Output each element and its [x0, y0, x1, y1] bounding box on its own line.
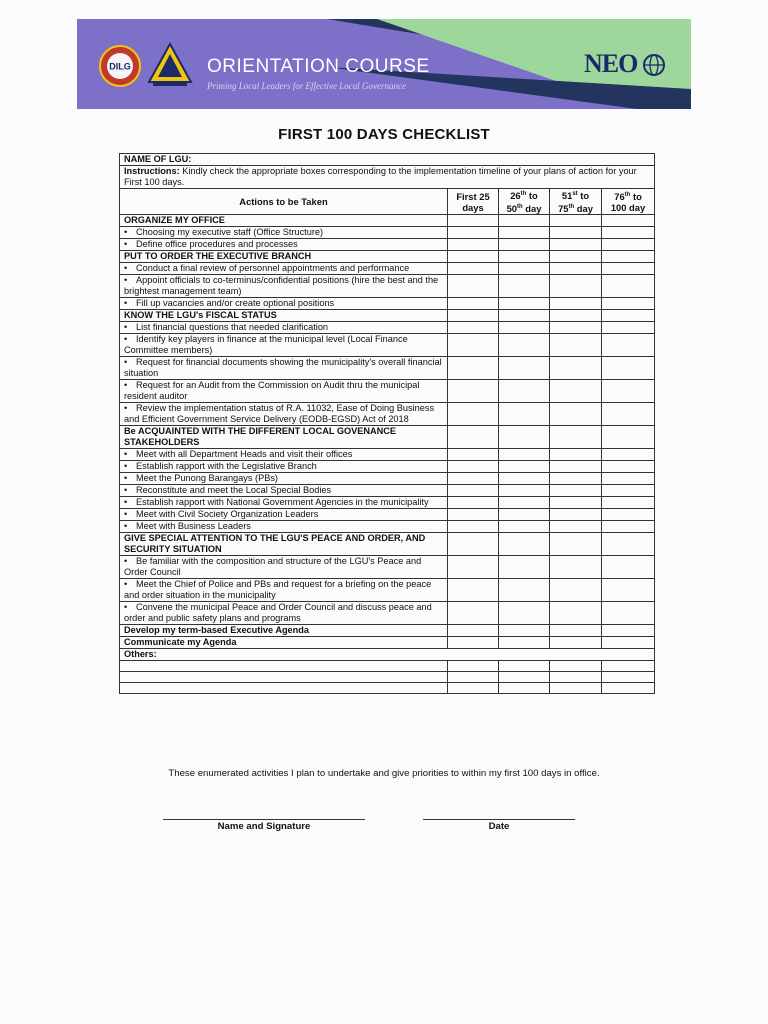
bullet-icon: •: [124, 322, 128, 332]
timeline-checkbox-cell[interactable]: [550, 661, 602, 672]
timeline-checkbox-cell[interactable]: [602, 485, 655, 497]
timeline-checkbox-cell[interactable]: [448, 485, 499, 497]
action-item: [120, 298, 448, 310]
timeline-checkbox-cell[interactable]: [602, 227, 655, 239]
timeline-checkbox-cell[interactable]: [602, 556, 655, 579]
action-item-text: Be familiar with the composition and structure of the LGU's Peace and Order Council: [124, 556, 422, 577]
action-row: [120, 602, 655, 625]
date-label: Date: [488, 821, 510, 832]
action-row: [120, 298, 655, 310]
timeline-checkbox-cell[interactable]: [499, 251, 550, 263]
timeline-checkbox-cell[interactable]: [499, 672, 550, 683]
instructions-label: Instructions:: [124, 166, 180, 176]
action-item-text: Request for an Audit from the Commission on Audit thru the municipal resident auditor: [124, 380, 420, 401]
timeline-checkbox-cell[interactable]: [448, 625, 499, 637]
timeline-checkbox-cell[interactable]: [550, 310, 602, 322]
timeline-checkbox-cell[interactable]: [499, 227, 550, 239]
action-item: [120, 357, 448, 380]
timeline-checkbox-cell[interactable]: [499, 661, 550, 672]
action-row: [120, 497, 655, 509]
banner-tagline: Priming Local Leaders for Effective Local Governance: [207, 81, 406, 91]
action-row: [120, 263, 655, 275]
timeline-checkbox-cell[interactable]: [550, 263, 602, 275]
timeline-checkbox-cell[interactable]: [602, 449, 655, 461]
action-item-text: Request for financial documents showing the municipality's overall financial situation: [124, 357, 442, 378]
action-row: [120, 449, 655, 461]
bullet-icon: •: [124, 263, 128, 273]
action-item-text: Meet with Business Leaders: [136, 521, 251, 531]
blank-row: [120, 661, 655, 672]
bullet-icon: •: [124, 449, 128, 459]
bullet-icon: •: [124, 602, 128, 612]
action-row: [120, 473, 655, 485]
dilg-seal-logo: [99, 45, 141, 87]
action-item: [120, 556, 448, 579]
action-item: [120, 473, 448, 485]
bullet-icon: •: [124, 298, 128, 308]
timeline-checkbox-cell[interactable]: [550, 497, 602, 509]
instructions-row: [120, 166, 655, 189]
timeline-checkbox-cell[interactable]: [448, 533, 499, 556]
timeline-checkbox-cell[interactable]: [602, 672, 655, 683]
timeline-checkbox-cell[interactable]: [499, 449, 550, 461]
timeline-checkbox-cell[interactable]: [602, 625, 655, 637]
timeline-checkbox-cell[interactable]: [448, 251, 499, 263]
action-row: [120, 275, 655, 298]
timeline-checkbox-cell[interactable]: [448, 239, 499, 251]
timeline-checkbox-cell[interactable]: [602, 533, 655, 556]
timeline-checkbox-cell[interactable]: [499, 215, 550, 227]
lgu-name-row: [120, 154, 655, 166]
timeline-checkbox-cell[interactable]: [550, 637, 602, 649]
timeline-checkbox-cell[interactable]: [602, 380, 655, 403]
timeline-checkbox-cell[interactable]: [448, 683, 499, 694]
timeline-checkbox-cell[interactable]: [550, 473, 602, 485]
dilg-seal-text: DILG: [109, 61, 131, 72]
timeline-checkbox-cell[interactable]: [550, 672, 602, 683]
timeline-checkbox-cell[interactable]: [550, 298, 602, 310]
action-item-text: Meet with Civil Society Organization Leaders: [136, 509, 319, 519]
action-row: [120, 239, 655, 251]
section-row: [120, 310, 655, 322]
timeline-checkbox-cell[interactable]: [448, 449, 499, 461]
signature-line: [163, 819, 365, 820]
timeline-checkbox-cell[interactable]: [499, 380, 550, 403]
timeline-checkbox-cell[interactable]: [448, 672, 499, 683]
action-item-text: Choosing my executive staff (Office Structure): [136, 227, 324, 237]
signature-label: Name and Signature: [217, 821, 311, 832]
timeline-checkbox-cell[interactable]: [602, 683, 655, 694]
others-row: [120, 649, 655, 661]
timeline-checkbox-cell[interactable]: [550, 239, 602, 251]
timeline-checkbox-cell[interactable]: [499, 426, 550, 449]
timeline-checkbox-cell[interactable]: [550, 683, 602, 694]
timeline-checkbox-cell[interactable]: [602, 426, 655, 449]
timeline-checkbox-cell[interactable]: [550, 215, 602, 227]
section-heading: Develop my term-based Executive Agenda: [120, 625, 448, 637]
action-row: [120, 227, 655, 239]
timeline-checkbox-cell[interactable]: [602, 215, 655, 227]
timeline-checkbox-cell[interactable]: [448, 556, 499, 579]
timeline-checkbox-cell[interactable]: [602, 310, 655, 322]
action-item: [120, 449, 448, 461]
timeline-checkbox-cell[interactable]: [602, 661, 655, 672]
timeline-checkbox-cell[interactable]: [499, 275, 550, 298]
timeline-checkbox-cell[interactable]: [448, 275, 499, 298]
date-line: [423, 819, 575, 820]
timeline-checkbox-cell[interactable]: [550, 251, 602, 263]
timeline-checkbox-cell[interactable]: [499, 683, 550, 694]
timeline-checkbox-cell[interactable]: [602, 521, 655, 533]
timeline-checkbox-cell[interactable]: [448, 637, 499, 649]
timeline-checkbox-cell[interactable]: [448, 215, 499, 227]
timeline-checkbox-cell[interactable]: [499, 533, 550, 556]
timeline-checkbox-cell[interactable]: [448, 426, 499, 449]
header-banner: [77, 19, 691, 109]
timeline-checkbox-cell[interactable]: [448, 661, 499, 672]
action-item: [120, 275, 448, 298]
timeline-checkbox-cell[interactable]: [499, 485, 550, 497]
timeline-checkbox-cell[interactable]: [448, 298, 499, 310]
lga-triangle-logo: [147, 42, 193, 88]
action-item-text: Identify key players in finance at the municipal level (Local Finance Committee members): [124, 334, 408, 355]
bullet-icon: •: [124, 239, 128, 249]
section-row: [120, 251, 655, 263]
bullet-icon: •: [124, 334, 128, 344]
timeline-checkbox-cell[interactable]: [550, 602, 602, 625]
action-item-text: Meet the Punong Barangays (PBs): [136, 473, 278, 483]
timeline-checkbox-cell[interactable]: [602, 239, 655, 251]
timeline-checkbox-cell[interactable]: [499, 637, 550, 649]
action-item: [120, 579, 448, 602]
commitment-statement: These enumerated activities I plan to undertake and give priorities to within my first 100 days in office.: [168, 768, 600, 779]
action-item-text: Define office procedures and processes: [136, 239, 298, 249]
neo-logo-text: NEO: [584, 49, 638, 78]
action-row: [120, 403, 655, 426]
bullet-icon: •: [124, 275, 128, 285]
section-heading: Communicate my Agenda: [120, 637, 448, 649]
timeline-checkbox-cell[interactable]: [499, 579, 550, 602]
timeline-checkbox-cell[interactable]: [448, 579, 499, 602]
action-row: [120, 334, 655, 357]
timeline-checkbox-cell[interactable]: [499, 497, 550, 509]
bullet-icon: •: [124, 497, 128, 507]
timeline-checkbox-cell[interactable]: [448, 497, 499, 509]
section-heading: Be ACQUAINTED WITH THE DIFFERENT LOCAL GOVENANCE STAKEHOLDERS: [120, 426, 448, 449]
action-row: [120, 485, 655, 497]
action-row: [120, 521, 655, 533]
bullet-icon: •: [124, 461, 128, 471]
timeline-checkbox-cell[interactable]: [499, 298, 550, 310]
timeline-checkbox-cell[interactable]: [499, 357, 550, 380]
timeline-checkbox-cell[interactable]: [550, 275, 602, 298]
timeline-checkbox-cell[interactable]: [602, 298, 655, 310]
instructions-cell: [120, 166, 655, 189]
timeline-checkbox-cell[interactable]: [499, 239, 550, 251]
bullet-icon: •: [124, 403, 128, 413]
timeline-checkbox-cell[interactable]: [448, 227, 499, 239]
section-row: [120, 637, 655, 649]
action-item-text: Fill up vacancies and/or create optional positions: [136, 298, 335, 308]
timeline-checkbox-cell[interactable]: [550, 625, 602, 637]
banner-title: ORIENTATION COURSE: [207, 56, 430, 77]
action-item-text: Review the implementation status of R.A. 11032, Ease of Doing Business and Efficient Government Service Delivery (EODB-EGSD) Act of 2018: [124, 403, 435, 424]
timeline-checkbox-cell[interactable]: [550, 461, 602, 473]
action-item-text: Reconstitute and meet the Local Special Bodies: [136, 485, 332, 495]
timeline-checkbox-cell[interactable]: [499, 509, 550, 521]
timeline-checkbox-cell[interactable]: [448, 521, 499, 533]
action-item: [120, 509, 448, 521]
action-item: [120, 263, 448, 275]
timeline-checkbox-cell[interactable]: [499, 556, 550, 579]
timeline-checkbox-cell[interactable]: [499, 310, 550, 322]
timeline-checkbox-cell[interactable]: [499, 322, 550, 334]
page-title: FIRST 100 DAYS CHECKLIST: [278, 126, 490, 143]
action-item-text: Conduct a final review of personnel appointments and performance: [136, 263, 410, 273]
action-row: [120, 322, 655, 334]
action-item-text: Establish rapport with National Government Agencies in the municipality: [136, 497, 429, 507]
timeline-checkbox-cell[interactable]: [448, 602, 499, 625]
bullet-icon: •: [124, 357, 128, 367]
timeline-checkbox-cell[interactable]: [550, 380, 602, 403]
timeline-checkbox-cell[interactable]: [448, 403, 499, 426]
timeline-checkbox-cell[interactable]: [550, 334, 602, 357]
timeline-checkbox-cell[interactable]: [499, 602, 550, 625]
instructions-text: Kindly check the appropriate boxes corresponding to the implementation timeline of your plans of action for your First 100 days.: [124, 166, 637, 187]
timeline-checkbox-cell[interactable]: [602, 473, 655, 485]
blank-action-cell[interactable]: [120, 672, 448, 683]
bullet-icon: •: [124, 473, 128, 483]
globe-icon: [642, 53, 666, 77]
timeline-checkbox-cell[interactable]: [550, 556, 602, 579]
action-row: [120, 461, 655, 473]
col-header-51-75: 51st to 75th day: [550, 189, 602, 215]
section-row: [120, 625, 655, 637]
timeline-checkbox-cell[interactable]: [499, 403, 550, 426]
timeline-checkbox-cell[interactable]: [448, 263, 499, 275]
action-row: [120, 509, 655, 521]
timeline-checkbox-cell[interactable]: [550, 357, 602, 380]
action-row: [120, 357, 655, 380]
others-label: Others:: [120, 649, 655, 661]
timeline-checkbox-cell[interactable]: [602, 461, 655, 473]
blank-action-cell[interactable]: [120, 683, 448, 694]
timeline-checkbox-cell[interactable]: [602, 403, 655, 426]
timeline-checkbox-cell[interactable]: [550, 403, 602, 426]
timeline-checkbox-cell[interactable]: [448, 310, 499, 322]
timeline-checkbox-cell[interactable]: [550, 533, 602, 556]
bullet-icon: •: [124, 485, 128, 495]
action-item: [120, 602, 448, 625]
section-heading: KNOW THE LGU's FISCAL STATUS: [120, 310, 448, 322]
bullet-icon: •: [124, 380, 128, 390]
timeline-checkbox-cell[interactable]: [448, 334, 499, 357]
action-item-text: Convene the municipal Peace and Order Council and discuss peace and order and public safety plans and programs: [124, 602, 432, 623]
timeline-checkbox-cell[interactable]: [550, 509, 602, 521]
action-item-text: Meet with all Department Heads and visit their offices: [136, 449, 353, 459]
timeline-checkbox-cell[interactable]: [550, 579, 602, 602]
timeline-checkbox-cell[interactable]: [448, 380, 499, 403]
action-item: [120, 521, 448, 533]
col-header-actions: Actions to be Taken: [120, 189, 448, 215]
timeline-checkbox-cell[interactable]: [550, 426, 602, 449]
col-header-first-25: First 25 days: [448, 189, 499, 215]
action-row: [120, 380, 655, 403]
column-header-row: [120, 189, 655, 215]
action-item-text: Establish rapport with the Legislative Branch: [136, 461, 317, 471]
action-item: [120, 239, 448, 251]
timeline-checkbox-cell[interactable]: [602, 602, 655, 625]
action-item: [120, 322, 448, 334]
bullet-icon: •: [124, 521, 128, 531]
timeline-checkbox-cell[interactable]: [448, 357, 499, 380]
action-item: [120, 485, 448, 497]
timeline-checkbox-cell[interactable]: [550, 485, 602, 497]
action-item-text: List financial questions that needed clarification: [136, 322, 329, 332]
timeline-checkbox-cell[interactable]: [602, 263, 655, 275]
blank-row: [120, 683, 655, 694]
timeline-checkbox-cell[interactable]: [550, 449, 602, 461]
timeline-checkbox-cell[interactable]: [499, 473, 550, 485]
action-item: [120, 461, 448, 473]
action-item: [120, 403, 448, 426]
bullet-icon: •: [124, 579, 128, 589]
neo-logo: [584, 49, 637, 79]
section-heading: GIVE SPECIAL ATTENTION TO THE LGU'S PEACE AND ORDER, AND SECURITY SITUATION: [120, 533, 448, 556]
timeline-checkbox-cell[interactable]: [499, 461, 550, 473]
timeline-checkbox-cell[interactable]: [499, 263, 550, 275]
timeline-checkbox-cell[interactable]: [550, 521, 602, 533]
blank-row: [120, 672, 655, 683]
timeline-checkbox-cell[interactable]: [448, 461, 499, 473]
action-item: [120, 334, 448, 357]
timeline-checkbox-cell[interactable]: [448, 509, 499, 521]
action-item-text: Meet the Chief of Police and PBs and request for a briefing on the peace and order situation in the municipality: [124, 579, 432, 600]
col-header-26-50: 26th to 50th day: [499, 189, 550, 215]
timeline-checkbox-cell[interactable]: [448, 322, 499, 334]
section-row: [120, 533, 655, 556]
timeline-checkbox-cell[interactable]: [602, 509, 655, 521]
section-heading: ORGANIZE MY OFFICE: [120, 215, 448, 227]
timeline-checkbox-cell[interactable]: [499, 625, 550, 637]
action-row: [120, 556, 655, 579]
timeline-checkbox-cell[interactable]: [602, 637, 655, 649]
timeline-checkbox-cell[interactable]: [602, 579, 655, 602]
timeline-checkbox-cell[interactable]: [550, 227, 602, 239]
lgu-name-label: NAME OF LGU:: [120, 154, 655, 166]
timeline-checkbox-cell[interactable]: [602, 322, 655, 334]
section-row: [120, 215, 655, 227]
timeline-checkbox-cell[interactable]: [550, 322, 602, 334]
action-item: [120, 380, 448, 403]
timeline-checkbox-cell[interactable]: [602, 275, 655, 298]
action-row: [120, 579, 655, 602]
blank-action-cell[interactable]: [120, 661, 448, 672]
section-row: [120, 426, 655, 449]
section-heading: PUT TO ORDER THE EXECUTIVE BRANCH: [120, 251, 448, 263]
timeline-checkbox-cell[interactable]: [448, 473, 499, 485]
timeline-checkbox-cell[interactable]: [602, 251, 655, 263]
action-item: [120, 497, 448, 509]
timeline-checkbox-cell[interactable]: [602, 334, 655, 357]
bullet-icon: •: [124, 556, 128, 566]
timeline-checkbox-cell[interactable]: [499, 521, 550, 533]
bullet-icon: •: [124, 227, 128, 237]
action-item: [120, 227, 448, 239]
action-item-text: Appoint officials to co-terminus/confidential positions (hire the best and the brightest management team): [124, 275, 439, 296]
timeline-checkbox-cell[interactable]: [499, 334, 550, 357]
col-header-76-100: 76th to 100 day: [602, 189, 655, 215]
checklist-table: [119, 153, 655, 694]
timeline-checkbox-cell[interactable]: [602, 497, 655, 509]
bullet-icon: •: [124, 509, 128, 519]
timeline-checkbox-cell[interactable]: [602, 357, 655, 380]
